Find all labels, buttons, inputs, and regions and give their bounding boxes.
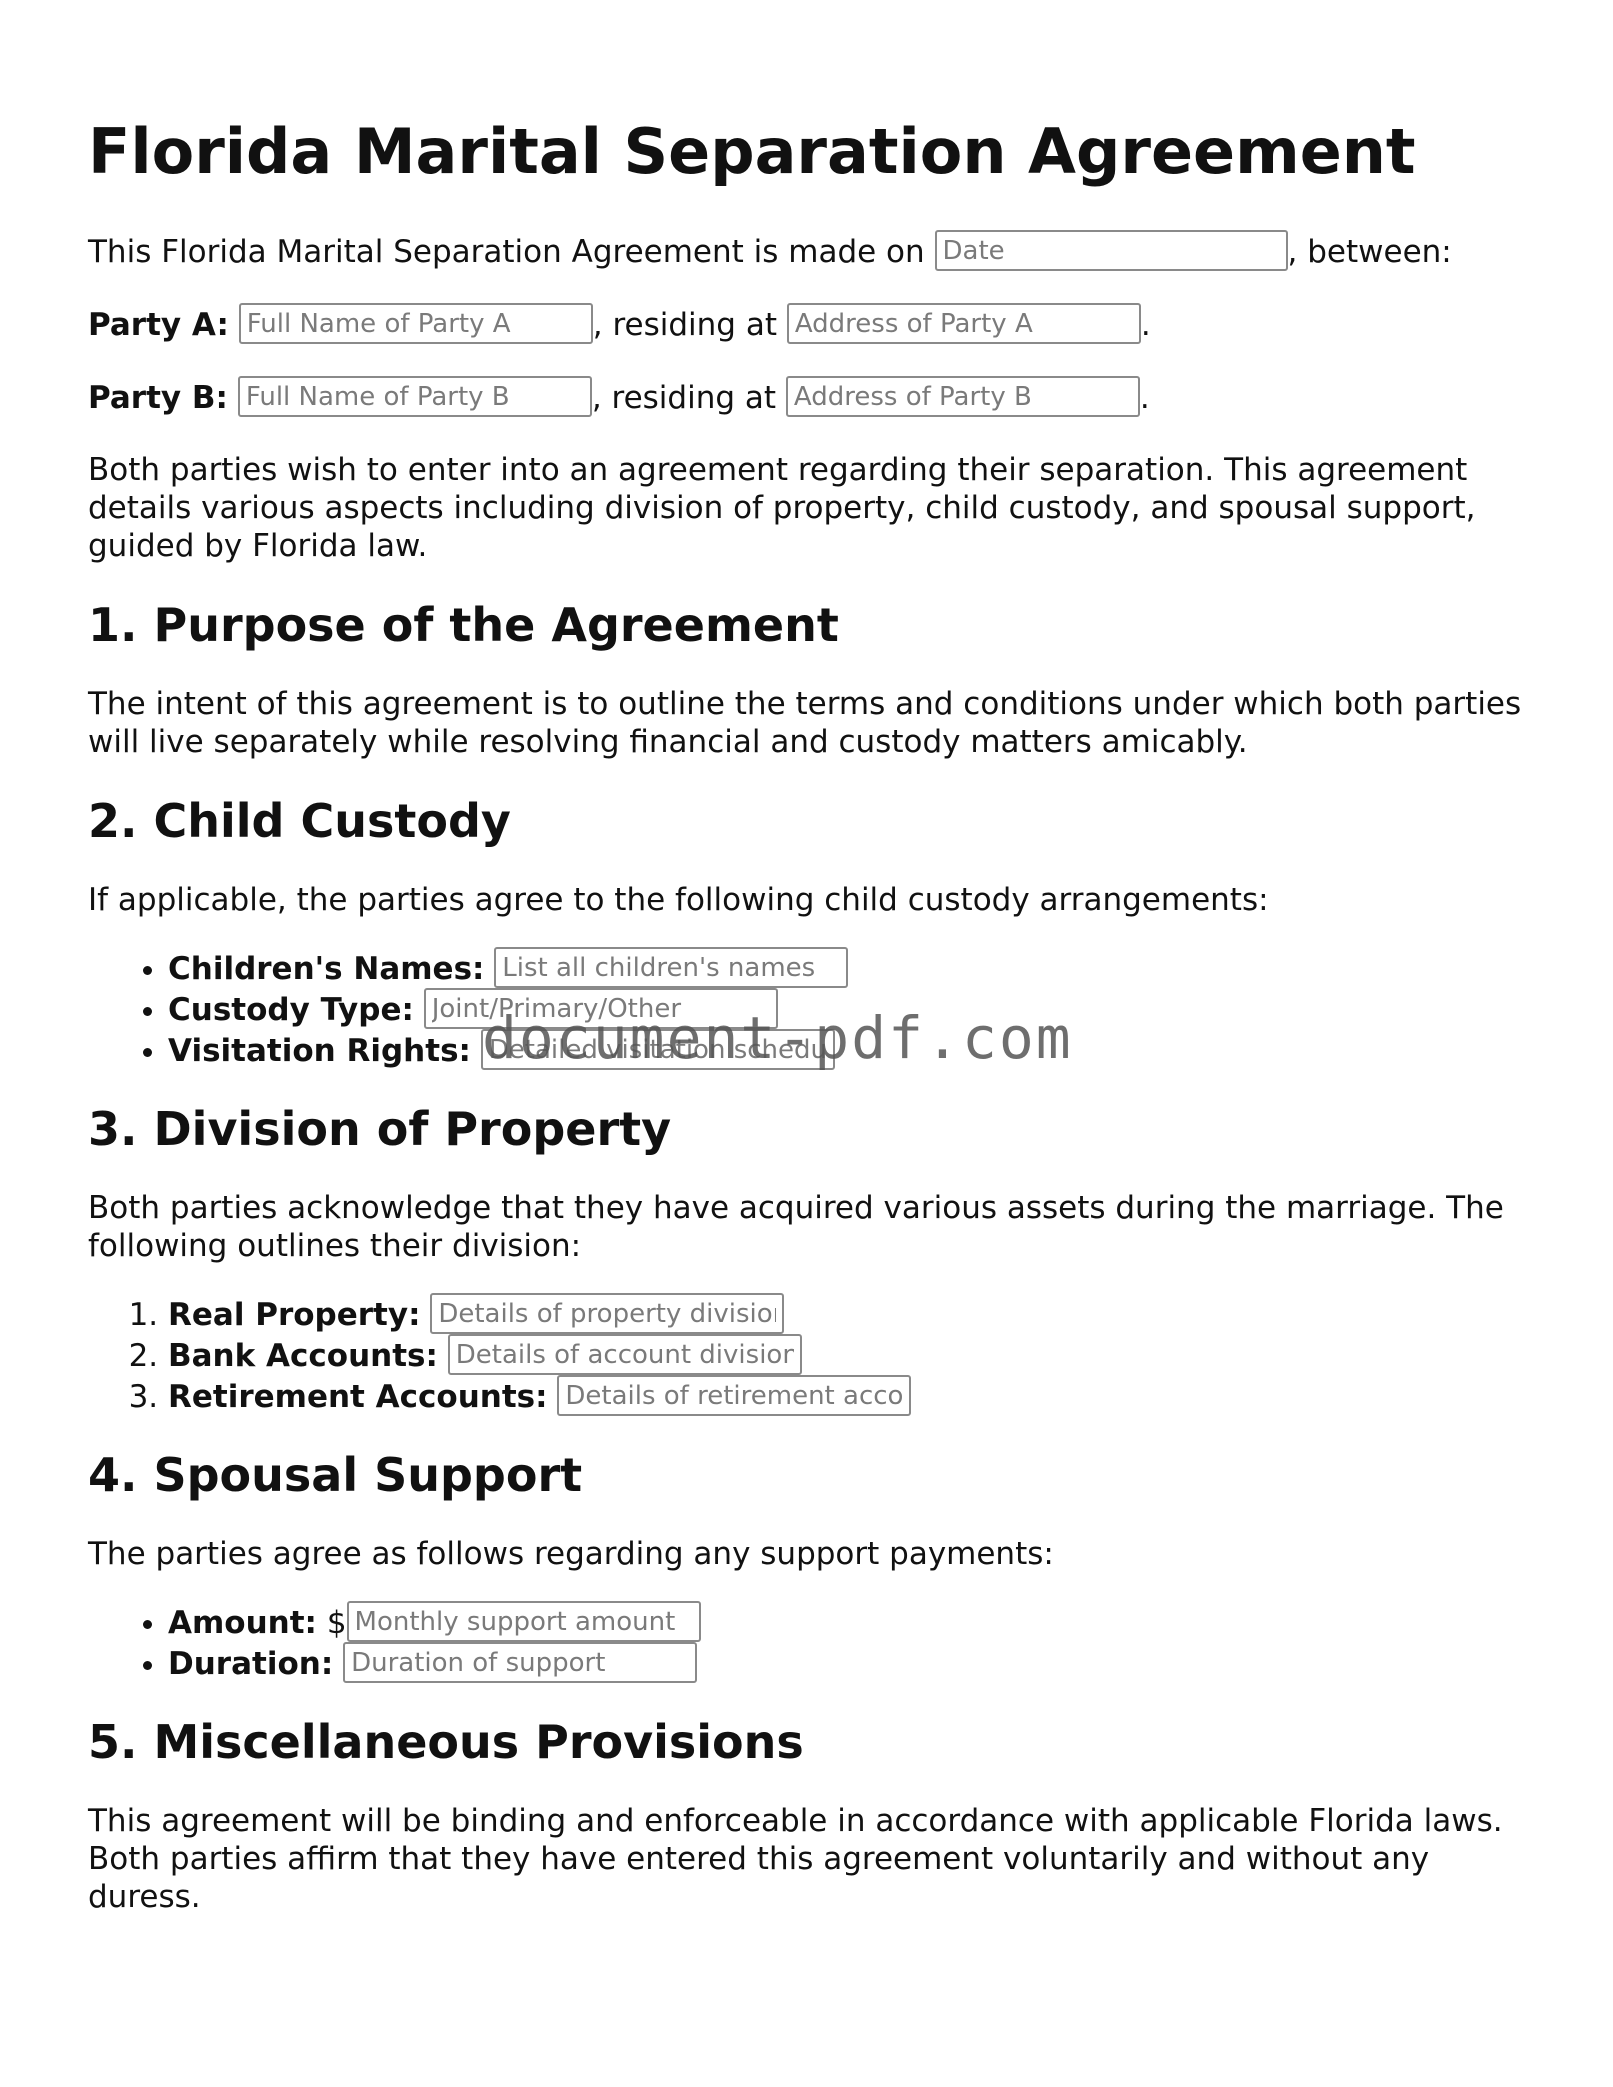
page-title: Florida Marital Separation Agreement bbox=[88, 115, 1416, 188]
list-item bbox=[168, 990, 1538, 1031]
list-item bbox=[168, 1644, 1538, 1685]
section-heading-property: 3. Division of Property bbox=[88, 1102, 672, 1156]
support-amount-field[interactable] bbox=[347, 1601, 701, 1642]
list-item bbox=[168, 1336, 1538, 1377]
duration-label: Duration: bbox=[168, 1646, 334, 1682]
party-a-label: Party A: bbox=[88, 307, 229, 343]
party-a-name-field[interactable] bbox=[239, 303, 593, 344]
real-property-field[interactable] bbox=[430, 1293, 784, 1334]
bank-accounts-label: Bank Accounts: bbox=[168, 1338, 438, 1374]
intro-line bbox=[88, 232, 1538, 272]
party-b-residing-text: , residing at bbox=[591, 380, 777, 416]
intro-text: This Florida Marital Separation Agreement is made on bbox=[88, 234, 925, 270]
purpose-paragraph: The intent of this agreement is to outline the terms and conditions under which both parties will live separately while resolving financial and custody matters amicably. bbox=[88, 686, 1522, 760]
watermark: document-pdf.com bbox=[482, 1004, 1073, 1072]
party-b-line bbox=[88, 378, 1538, 418]
retirement-accounts-label: Retirement Accounts: bbox=[168, 1379, 548, 1415]
preamble-paragraph: Both parties wish to enter into an agreement regarding their separation. This agreement details various aspects including division of property, child custody, and spousal support, guided by Florida law. bbox=[88, 452, 1476, 564]
party-b-name-field[interactable] bbox=[238, 376, 592, 417]
intro-between: , between: bbox=[1287, 234, 1452, 270]
bank-accounts-field[interactable] bbox=[448, 1334, 802, 1375]
list-item bbox=[168, 949, 1538, 990]
list-item bbox=[168, 1377, 1538, 1418]
support-paragraph: The parties agree as follows regarding any support payments: bbox=[88, 1536, 1054, 1572]
visitation-rights-field[interactable] bbox=[481, 1029, 835, 1070]
retirement-accounts-field[interactable] bbox=[557, 1375, 911, 1416]
section-heading-support: 4. Spousal Support bbox=[88, 1448, 583, 1502]
custody-type-field[interactable] bbox=[424, 988, 778, 1029]
section-heading-purpose: 1. Purpose of the Agreement bbox=[88, 598, 839, 652]
property-list bbox=[88, 1295, 1538, 1418]
custody-type-label: Custody Type: bbox=[168, 992, 414, 1028]
children-names-label: Children's Names: bbox=[168, 951, 485, 987]
party-b-address-field[interactable] bbox=[786, 376, 1140, 417]
list-item bbox=[168, 1603, 1538, 1644]
list-item bbox=[168, 1031, 1538, 1072]
children-names-field[interactable] bbox=[494, 947, 848, 988]
custody-paragraph: If applicable, the parties agree to the following child custody arrangements: bbox=[88, 882, 1269, 918]
amount-label: Amount: bbox=[168, 1605, 317, 1641]
support-list bbox=[88, 1603, 1538, 1685]
party-a-line bbox=[88, 305, 1538, 345]
date-field[interactable] bbox=[935, 230, 1288, 271]
party-a-address-field[interactable] bbox=[787, 303, 1141, 344]
party-a-end: . bbox=[1140, 307, 1151, 343]
currency-symbol: $ bbox=[326, 1605, 347, 1641]
visitation-rights-label: Visitation Rights: bbox=[168, 1033, 471, 1069]
real-property-label: Real Property: bbox=[168, 1297, 421, 1333]
misc-paragraph: This agreement will be binding and enforceable in accordance with applicable Florida laws. Both parties affirm that they have entered this agreement voluntarily and without any duress. bbox=[88, 1803, 1503, 1915]
section-heading-custody: 2. Child Custody bbox=[88, 794, 511, 848]
party-b-label: Party B: bbox=[88, 380, 228, 416]
document-page bbox=[88, 0, 1538, 1916]
custody-list bbox=[88, 949, 1538, 1072]
property-paragraph: Both parties acknowledge that they have acquired various assets during the marriage. The following outlines their division: bbox=[88, 1190, 1504, 1264]
list-item bbox=[168, 1295, 1538, 1336]
support-duration-field[interactable] bbox=[343, 1642, 697, 1683]
party-a-residing-text: , residing at bbox=[592, 307, 777, 343]
party-b-end: . bbox=[1139, 380, 1150, 416]
section-heading-misc: 5. Miscellaneous Provisions bbox=[88, 1715, 804, 1769]
